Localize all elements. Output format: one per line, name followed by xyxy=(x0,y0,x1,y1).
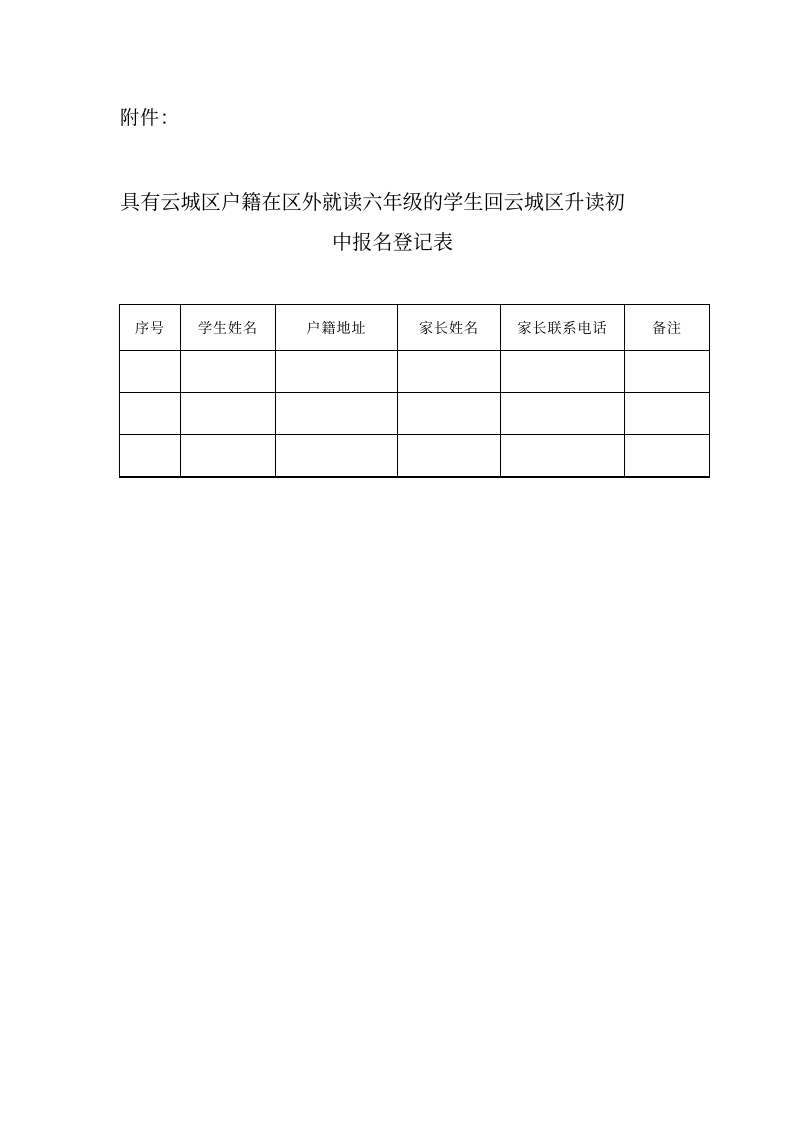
table-cell xyxy=(181,435,276,477)
table-cell xyxy=(120,393,181,435)
form-title-line-1: 具有云城区户籍在区外就读六年级的学生回云城区升读初 xyxy=(120,190,625,214)
table-cell xyxy=(625,393,710,435)
table-header-row xyxy=(120,305,710,351)
table-cell xyxy=(398,435,501,477)
table-cell xyxy=(625,351,710,393)
table-cell xyxy=(181,393,276,435)
table-cell xyxy=(276,435,398,477)
header-household-address: 户籍地址 xyxy=(276,305,398,351)
table-cell xyxy=(120,351,181,393)
table-cell xyxy=(398,393,501,435)
table-row xyxy=(120,351,710,393)
table-cell xyxy=(398,351,501,393)
table-cell xyxy=(625,435,710,477)
header-parent-name: 家长姓名 xyxy=(398,305,501,351)
table-row xyxy=(120,435,710,477)
attachment-label: 附件： xyxy=(120,107,181,129)
header-serial-number: 序号 xyxy=(120,305,181,351)
header-student-name: 学生姓名 xyxy=(181,305,276,351)
header-remarks: 备注 xyxy=(625,305,710,351)
table-cell xyxy=(276,351,398,393)
table-cell xyxy=(120,435,181,477)
table-cell xyxy=(181,351,276,393)
table-cell xyxy=(501,351,625,393)
registration-table xyxy=(119,304,710,478)
form-title-line-2: 中报名登记表 xyxy=(332,230,454,254)
header-parent-phone: 家长联系电话 xyxy=(501,305,625,351)
table-cell xyxy=(501,393,625,435)
table-cell xyxy=(501,435,625,477)
table-cell xyxy=(276,393,398,435)
table-row xyxy=(120,393,710,435)
